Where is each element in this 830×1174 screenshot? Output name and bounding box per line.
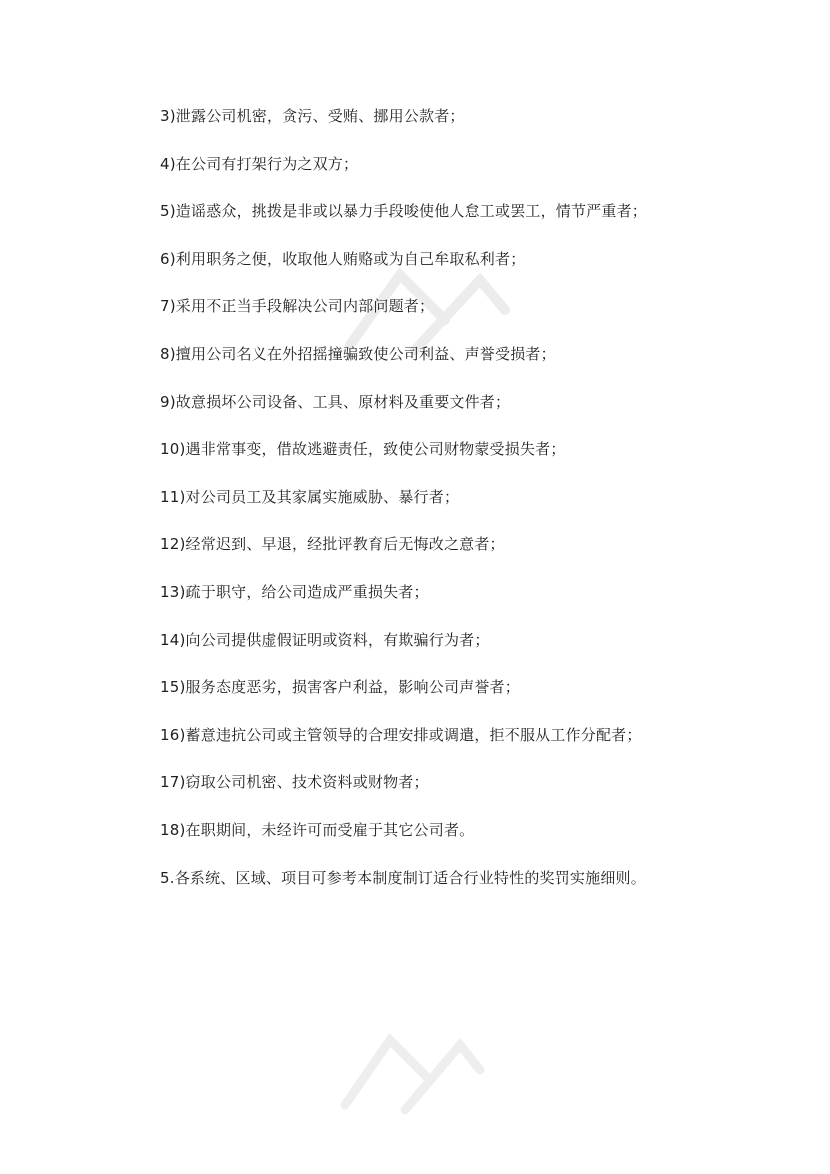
list-item: 14)向公司提供虚假证明或资料，有欺骗行为者； [160, 630, 490, 649]
list-item: 15)服务态度恶劣，损害客户利益，影响公司声誉者； [160, 678, 520, 697]
list-item: 8)擅用公司名义在外招摇撞骗致使公司利益、声誉受损者； [160, 344, 556, 363]
list-item: 7)采用不正当手段解决公司内部问题者； [160, 297, 435, 316]
document-body [160, 104, 780, 913]
closing-paragraph: 5.各系统、区域、项目可参考本制度制订适合行业特性的奖罚实施细则。 [160, 868, 646, 887]
list-item: 9)故意损坏公司设备、工具、原材料及重要文件者； [160, 392, 511, 411]
list-item: 5)造谣惑众，挑拨是非或以暴力手段唆使他人怠工或罢工，情节严重者； [160, 202, 647, 221]
list-item: 6)利用职务之便，收取他人贿赂或为自己牟取私利者； [160, 249, 526, 268]
list-item: 10)遇非常事变，借故逃避责任，致使公司财物蒙受损失者； [160, 440, 566, 459]
list-item: 13)疏于职守，给公司造成严重损失者； [160, 582, 429, 601]
list-item: 17)窃取公司机密、技术资料或财物者； [160, 773, 429, 792]
list-item: 18)在职期间，未经许可而受雇于其它公司者。 [160, 820, 475, 839]
list-item: 12)经常迟到、早退，经批评教育后无悔改之意者； [160, 535, 505, 554]
list-item: 16)蓄意违抗公司或主管领导的合理安排或调遣，拒不服从工作分配者； [160, 725, 642, 744]
watermark-logo-bottom [330, 1010, 490, 1120]
list-item: 4)在公司有打架行为之双方； [160, 154, 359, 173]
list-item: 11)对公司员工及其家属实施威胁、暴行者； [160, 487, 460, 506]
list-item: 3)泄露公司机密，贪污、受贿、挪用公款者； [160, 107, 465, 125]
